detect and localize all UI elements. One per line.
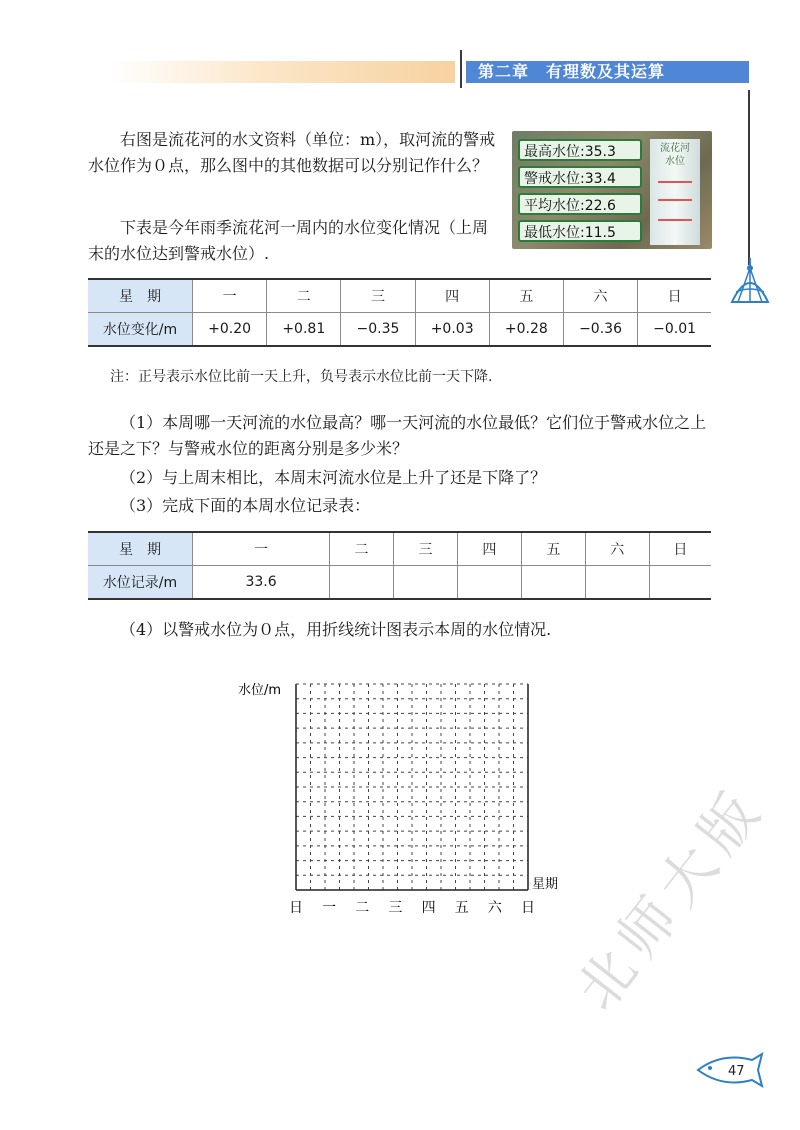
- chapter-title: 第二章 有理数及其运算: [466, 61, 749, 83]
- table-cell: 三: [394, 532, 458, 566]
- table-header-cell: 星 期: [88, 279, 193, 313]
- water-change-table: [88, 278, 711, 347]
- table-cell: +0.81: [267, 313, 341, 347]
- table-cell: [394, 566, 458, 600]
- y-axis-label: 水位/m: [238, 683, 282, 698]
- table-cell: 一: [193, 532, 330, 566]
- page-number: 47: [728, 1064, 745, 1079]
- table-cell: 日: [649, 532, 711, 566]
- x-tick-label: 三: [388, 900, 403, 916]
- table-cell: 日: [638, 279, 711, 313]
- question-2: （2）与上周末相比，本周末河流水位是上升了还是下降了？: [120, 468, 547, 487]
- table-cell: −0.36: [563, 313, 637, 347]
- table-cell: [330, 566, 394, 600]
- header-decoration-bar: [110, 61, 455, 83]
- table-cell: 三: [341, 279, 415, 313]
- gauge-label-average: 平均水位:22.6: [518, 193, 642, 215]
- table-cell: 一: [193, 279, 267, 313]
- question-3: （3）完成下面的本周水位记录表：: [120, 496, 371, 515]
- header-divider: [460, 50, 462, 88]
- gauge-label-min: 最低水位:11.5: [518, 220, 642, 242]
- x-tick-label: 一: [322, 900, 337, 916]
- compass-globe-icon: [728, 258, 772, 308]
- table-cell: 四: [415, 279, 489, 313]
- table-note: 注：正号表示水位比前一天上升，负号表示水位比前一天下降.: [110, 369, 493, 385]
- gauge-post: 流花河 水位: [650, 139, 700, 245]
- water-record-table: [88, 531, 711, 600]
- table-cell: 四: [457, 532, 521, 566]
- table-cell: +0.28: [489, 313, 563, 347]
- table-header-cell: 水位变化/m: [88, 313, 193, 347]
- table-cell: 二: [267, 279, 341, 313]
- table-cell: 33.6: [193, 566, 330, 600]
- blank-grid-chart: [230, 670, 570, 924]
- x-tick-label: 二: [355, 900, 370, 916]
- gauge-label-warning: 警戒水位:33.4: [518, 166, 642, 188]
- table-cell: 六: [563, 279, 637, 313]
- margin-rule: [748, 90, 750, 265]
- table-cell: 六: [585, 532, 649, 566]
- table-cell: [585, 566, 649, 600]
- table-cell: +0.20: [193, 313, 267, 347]
- x-tick-label: 五: [454, 900, 469, 916]
- table-row: [88, 532, 711, 566]
- grid-svg: [230, 670, 570, 920]
- table-cell: [649, 566, 711, 600]
- table-cell: −0.35: [341, 313, 415, 347]
- x-tick-label: 日: [521, 900, 535, 916]
- table-cell: 二: [330, 532, 394, 566]
- question-1: （1）本周哪一天河流的水位最高？哪一天河流的水位最低？它们位于警戒水位之上还是之下？与警戒水位的距离分别是多少米？: [88, 413, 707, 458]
- x-tick-label: 四: [421, 900, 436, 916]
- table-cell: [457, 566, 521, 600]
- x-tick-label: 日: [289, 900, 303, 916]
- table-row: [88, 313, 711, 347]
- question-4: （4）以警戒水位为０点，用折线统计图表示本周的水位情况.: [120, 620, 552, 639]
- table-cell: −0.01: [638, 313, 711, 347]
- table-row: [88, 279, 711, 313]
- table-header-cell: 星 期: [88, 532, 193, 566]
- table-row: [88, 566, 711, 600]
- intro-paragraph-2: 下表是今年雨季流花河一周内的水位变化情况（上周末的水位达到警戒水位）.: [88, 218, 489, 263]
- table-header-cell: 水位记录/m: [88, 566, 193, 600]
- water-gauge-image: [512, 131, 712, 249]
- gauge-label-max: 最高水位:35.3: [518, 139, 642, 161]
- table-cell: +0.03: [415, 313, 489, 347]
- intro-paragraph-1: 右图是流花河的水文资料（单位：m），取河流的警戒水位作为０点，那么图中的其他数据可以分别记作什么？: [88, 130, 496, 175]
- x-tick-label: 六: [487, 900, 502, 916]
- page-number-badge: [692, 1052, 766, 1088]
- table-cell: 五: [489, 279, 563, 313]
- table-cell: [521, 566, 585, 600]
- x-axis-label: 星期: [532, 877, 559, 892]
- watermark: 北师大版: [564, 774, 779, 1023]
- table-cell: 五: [521, 532, 585, 566]
